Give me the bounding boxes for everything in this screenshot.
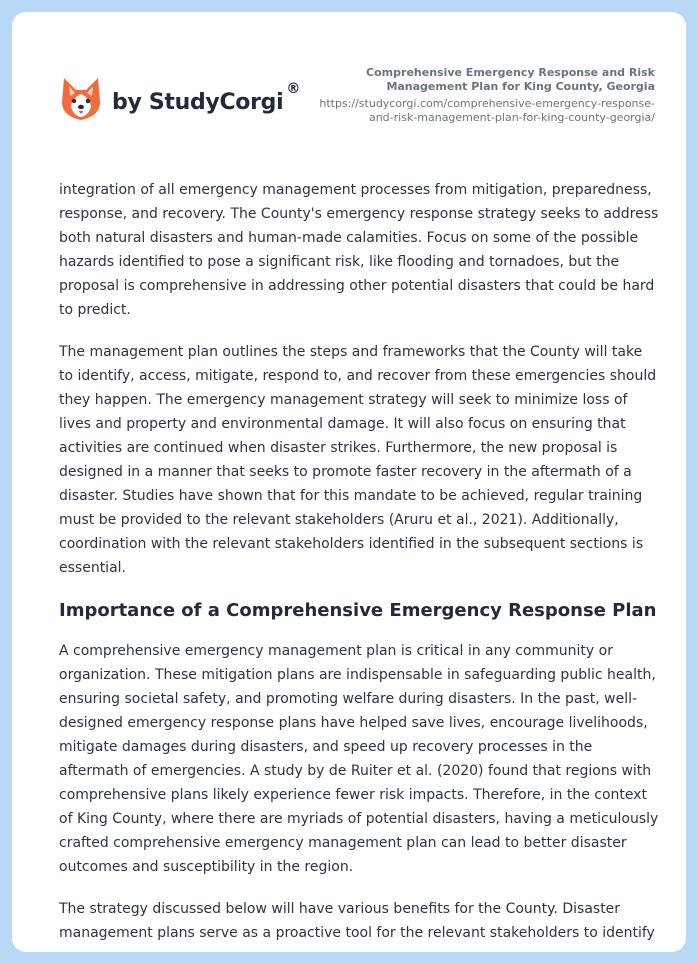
document-title: Comprehensive Emergency Response and Risk Management Plan for King County, Georgia (366, 66, 655, 93)
document-meta (315, 66, 655, 125)
document-page (12, 12, 686, 952)
paragraph-2: The management plan outlines the steps and frameworks that the County will take to identify, access, mitigate, respond to, and recover from these emergencies should they happen. The emergency management strategy will seek to minimize loss of lives and property and environmental damage. It will also focus on ensuring that activities are continued when disaster strikes. Furthermore, the new proposal is designed in a manner that seeks to promote faster recovery in the aftermath of a disaster. Studies have shown that for this mandate to be achieved, regular training must be provided to the relevant stakeholders (Aruru et al., 2021). Additionally, coordination with the relevant stakeholders identified in the subsequent sections is essential. (59, 344, 657, 576)
document-body (59, 178, 659, 952)
paragraph-3: A comprehensive emergency management plan is critical in any community or organization. These mitigation plans are indispensable in safeguarding public health, ensuring societal safety, and promoting welfare during disasters. In the past, well-designed emergency response plans have helped save lives, encourage livelihoods, mitigate damages during disasters, and speed up recovery processes in the aftermath of emergencies. A study by de Ruiter et al. (2020) found that regions with comprehensive plans likely experience fewer risk impacts. Therefore, in the context of King County, where there are myriads of potential disasters, having a meticulously crafted comprehensive emergency management plan can lead to better disaster outcomes and susceptibility in the region. (59, 643, 659, 875)
brand-name: by StudyCorgi (112, 89, 284, 115)
page-header (12, 12, 686, 152)
studycorgi-logo[interactable] (60, 76, 300, 122)
paragraph-1: integration of all emergency management processes from mitigation, preparedness, response, and recovery. The County's emergency response strategy seeks to address both natural disasters and human-made calamities. Focus on some of the possible hazards identified to pose a significant risk, like flooding and tornadoes, but the proposal is comprehensive in addressing other potential disasters that could be hard to predict. (59, 182, 659, 318)
registered-mark: ® (286, 81, 301, 97)
section-heading: Importance of a Comprehensive Emergency Response Plan (59, 600, 657, 621)
document-url-link[interactable]: https://studycorgi.com/comprehensive-emergency-response-and-risk-management-plan-for-king-county-georgia/ (319, 97, 655, 124)
paragraph-4: The strategy discussed below will have various benefits for the County. Disaster management plans serve as a proactive tool for the relevant stakeholders to identify (59, 901, 655, 941)
corgi-logo-icon (60, 76, 102, 122)
